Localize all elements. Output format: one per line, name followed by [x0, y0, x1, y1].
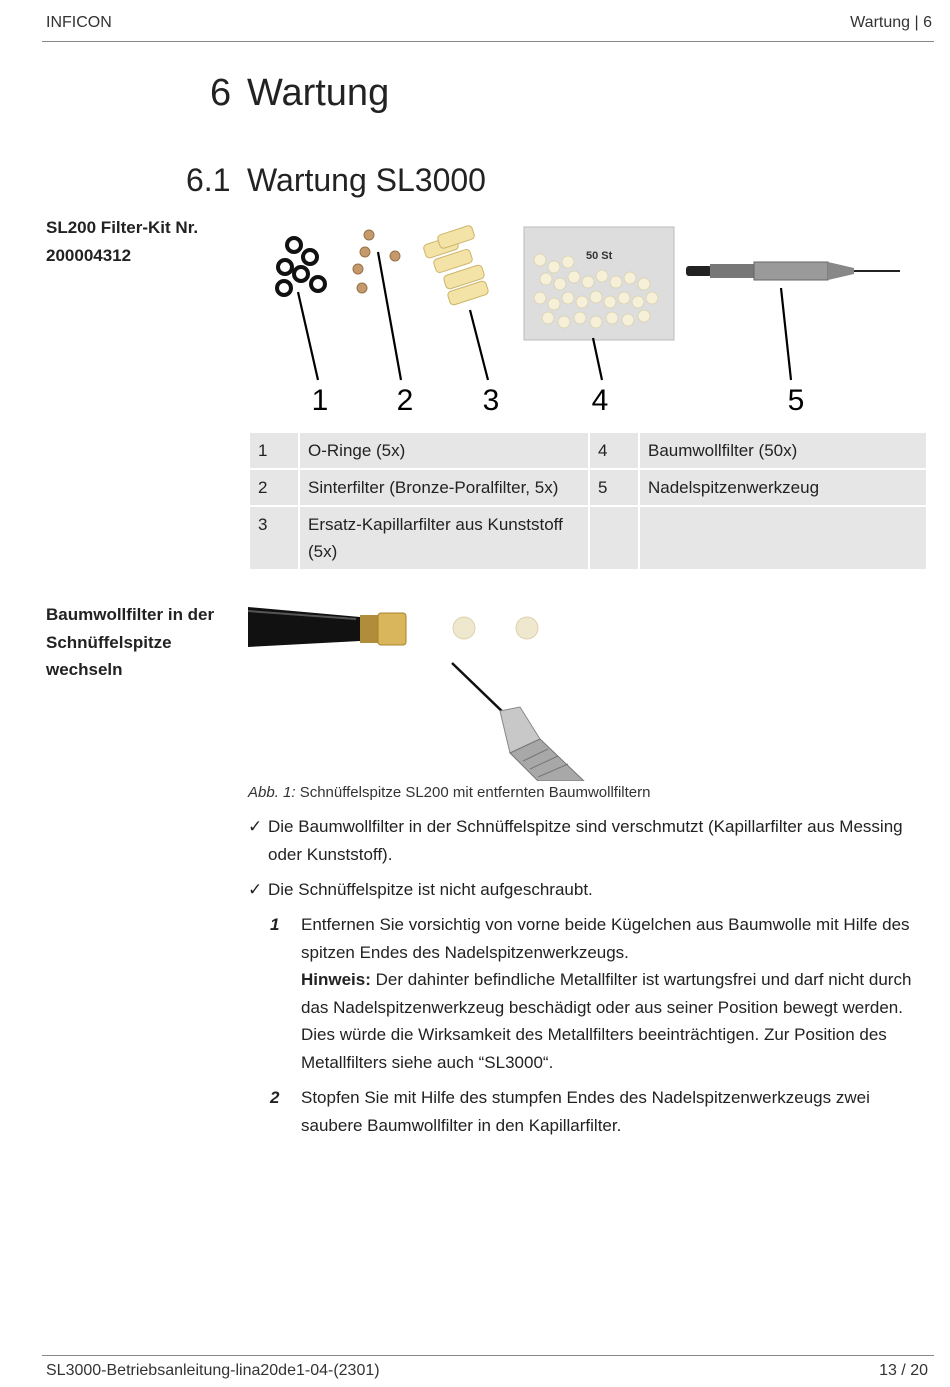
part-number: 4 — [589, 432, 639, 469]
cotton-filters-bag-illustration — [524, 227, 674, 340]
kit-label-number: 200004312 — [46, 245, 132, 265]
part-description: Nadelspitzenwerkzeug — [639, 469, 927, 506]
callout-2: 2 — [396, 384, 414, 417]
needle-tool-illustration — [686, 262, 900, 280]
step-body — [301, 911, 921, 1076]
precondition-text: Die Baumwollfilter in der Schnüffelspitze sind verschmutzt (Kapillarfilter aus Messing oder Kunststoff). — [268, 817, 903, 864]
sniffer-tip-photo — [248, 601, 598, 781]
filter-kit-image — [248, 222, 928, 422]
callout-4: 4 — [591, 384, 609, 417]
check-icon: ✓ — [248, 817, 263, 836]
step-text: Stopfen Sie mit Hilfe des stumpfen Endes des Nadelspitzenwerkzeugs zwei saubere Baumwollfilter in den Kapillarfilter. — [301, 1088, 870, 1135]
chapter-title: Wartung — [247, 72, 390, 114]
chapter-number: 6 — [210, 72, 232, 114]
table-row — [249, 506, 927, 570]
part-description: Baumwollfilter (50x) — [639, 432, 927, 469]
part-description: Ersatz-Kapillarfilter aus Kunststoff (5x) — [299, 506, 589, 570]
sinter-filters-illustration — [353, 230, 400, 293]
hint-text: Der dahinter befindliche Metallfilter ist wartungsfrei und darf nicht durch das Nadelspitzenwerkzeug beschädigt oder aus seiner Position bewegt werden. Dies würde die Wirksamkeit des Metallfilters beeinträchtigen. Zur Position des Metallfilters siehe auch “SL3000“. — [301, 970, 912, 1072]
replace-label — [46, 601, 214, 684]
part-description: O-Ringe (5x) — [299, 432, 589, 469]
caption-text: Schnüffelspitze SL200 mit entfernten Baumwollfiltern — [295, 784, 651, 801]
part-number: 2 — [249, 469, 299, 506]
footer-divider — [42, 1355, 934, 1356]
step-number: 1 — [270, 915, 280, 934]
replace-label-line1: Baumwollfilter in der — [46, 605, 215, 624]
footer-document-id: SL3000-Betriebsanleitung-lina20de1-04-(2301) — [46, 1362, 380, 1379]
part-description: Sinterfilter (Bronze-Poralfilter, 5x) — [299, 469, 589, 506]
section-title: Wartung SL3000 — [247, 162, 486, 198]
cotton-filter-2 — [516, 617, 538, 639]
part-description — [639, 506, 927, 570]
callout-3: 3 — [482, 384, 500, 417]
precondition-2 — [248, 876, 908, 904]
table-row — [249, 469, 927, 506]
part-number: 1 — [249, 432, 299, 469]
header-section: Wartung | 6 — [850, 14, 932, 31]
header-brand: INFICON — [46, 14, 112, 31]
replace-label-line3: wechseln — [46, 660, 123, 679]
figure-caption — [248, 784, 650, 801]
parts-table — [248, 431, 928, 571]
plastic-filters-illustration — [423, 225, 490, 306]
part-number — [589, 506, 639, 570]
step-2 — [270, 1084, 921, 1139]
o-rings-illustration — [277, 238, 325, 295]
section-heading — [186, 162, 486, 199]
bag-label: 50 St — [586, 250, 613, 262]
step-text: Entfernen Sie vorsichtig von vorne beide Kügelchen aus Baumwolle mit Hilfe des spitzen Endes des Nadelspitzenwerkzeugs. — [301, 915, 910, 962]
replace-label-line2: Schnüffelspitze — [46, 632, 172, 652]
part-number: 5 — [589, 469, 639, 506]
step-number: 2 — [270, 1088, 280, 1107]
precondition-text: Die Schnüffelspitze ist nicht aufgeschraubt. — [268, 880, 593, 899]
kit-label — [46, 214, 198, 269]
check-icon: ✓ — [248, 880, 263, 899]
caption-label: Abb. 1: — [248, 784, 296, 801]
step-1 — [270, 911, 921, 1076]
header-divider — [42, 41, 934, 42]
section-number: 6.1 — [186, 162, 231, 198]
cotton-filter-1 — [453, 617, 475, 639]
table-row — [249, 432, 927, 469]
kit-label-line1: SL200 Filter-Kit Nr. — [46, 218, 199, 237]
footer-page-number: 13 / 20 — [879, 1362, 928, 1379]
brass-tip — [378, 613, 406, 645]
callout-1: 1 — [311, 384, 329, 417]
precondition-1 — [248, 813, 908, 868]
hint-label: Hinweis: — [301, 970, 371, 989]
part-number: 3 — [249, 506, 299, 570]
chapter-heading — [210, 72, 389, 115]
callout-5: 5 — [787, 384, 805, 417]
